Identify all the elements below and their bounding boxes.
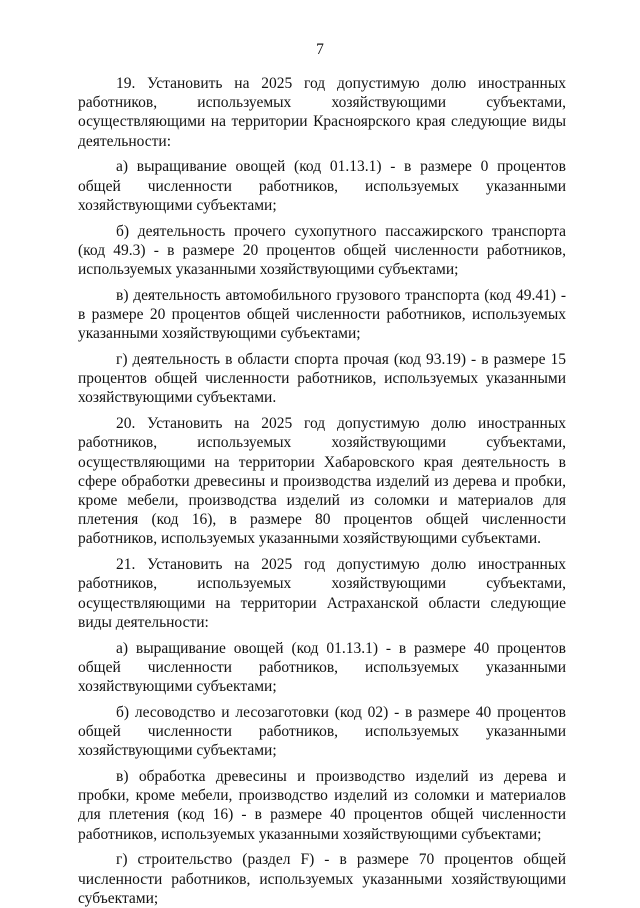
paragraph-item-19-g: г) деятельность в области спорта прочая (код 93.19) - в размере 15 процентов общей численности работников, используемых указанными хозяйствующими субъектами. [78,351,566,407]
paragraph-item-19-b: б) деятельность прочего сухопутного пассажирского транспорта (код 49.3) - в размере 20 процентов общей численности работников, используемых указанными хозяйствующими субъектами; [78,222,566,279]
paragraph-item-21-g: г) строительство (раздел F) - в размере 70 процентов общей численности работников, используемых указанными хозяйствующими субъектами; [78,851,566,907]
document-body [78,74,566,908]
paragraph-item-19-v: в) деятельность автомобильного грузового транспорта (код 49.41) - в размере 20 процентов общей численности работников, используемых указанными хозяйствующими субъектами; [78,286,566,343]
paragraph-item-21: 21. Установить на 2025 год допустимую долю иностранных работников, используемых хозяйствующими субъектами, осуществляющими на территории Астраханской области следующие виды деятельности: [78,556,566,631]
paragraph-item-21-b: б) лесоводство и лесозаготовки (код 02) - в размере 40 процентов общей численности работников, используемых указанными хозяйствующими субъектами; [78,703,566,760]
paragraph-item-19-a: а) выращивание овощей (код 01.13.1) - в размере 0 процентов общей численности работников, используемых указанными хозяйствующими субъектами; [78,158,566,214]
paragraph-item-21-a: а) выращивание овощей (код 01.13.1) - в размере 40 процентов общей численности работников, используемых указанными хозяйствующими субъектами; [78,639,566,696]
paragraph-item-20: 20. Установить на 2025 год допустимую долю иностранных работников, используемых хозяйствующими субъектами, осуществляющими на территории Хабаровского края деятельность в сфере обработки древесины и производства изделий из дерева и пробки, кроме мебели, производства изделий из соломки и материалов для плетения (код 16), в размере 80 процентов общей численности работников, используемых указанными хозяйствующими субъектами. [78,415,566,548]
paragraph-item-19: 19. Установить на 2025 год допустимую долю иностранных работников, используемых хозяйствующими субъектами, осуществляющими на территории Красноярского края следующие виды деятельности: [78,75,566,150]
paragraph-item-21-v: в) обработка древесины и производство изделий из дерева и пробки, кроме мебели, производство изделий из соломки и материалов для плетения (код 16) - в размере 40 процентов общей численности работников, используемых указанными хозяйствующими субъектами; [78,768,566,843]
page-number: 7 [316,41,324,58]
